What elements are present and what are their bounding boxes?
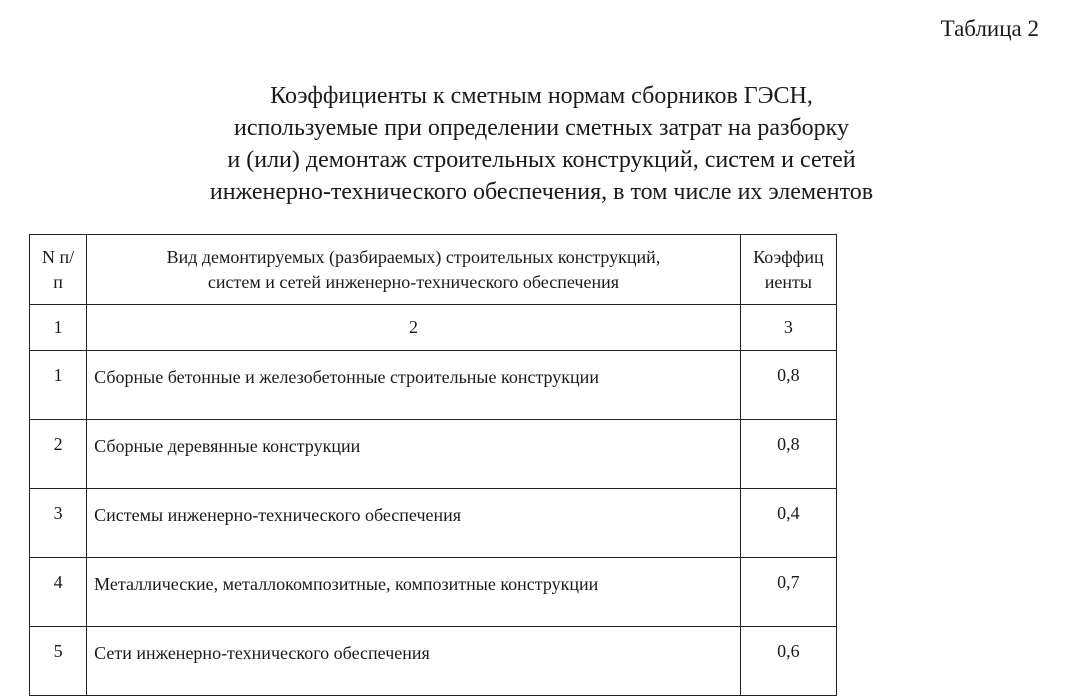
header-number-line: N п/ [42,247,75,267]
row-structure-type: Металлические, металлокомпозитные, композитные конструкции [87,558,741,627]
row-coefficient: 0,6 [740,627,836,696]
header-structure-type-line: Вид демонтируемых (разбираемых) строительных конструкций, [166,247,661,267]
row-number: 4 [30,558,87,627]
header-coefficient-line: Коэффиц [753,247,824,267]
table-row [30,351,837,420]
title-line: используемые при определении сметных затрат на разборку [233,115,850,141]
header-structure-type [87,235,741,305]
row-structure-type: Сети инженерно-технического обеспечения [87,627,741,696]
row-structure-type: Сборные бетонные и железобетонные строительные конструкции [87,351,741,420]
title-line: инженерно-технического обеспечения, в том числе их элементов [209,179,874,205]
coefficients-table [29,234,837,696]
row-number: 1 [30,351,87,420]
row-coefficient: 0,7 [740,558,836,627]
header-number [30,235,87,305]
table-row [30,558,837,627]
header-coefficient-line: иенты [764,272,812,292]
column-index: 3 [740,305,836,351]
table-number-label: Таблица 2 [940,16,1039,41]
row-number: 3 [30,489,87,558]
title-line: Коэффициенты к сметным нормам сборников ГЭСН, [270,83,813,109]
row-number: 2 [30,420,87,489]
header-number-line: п [53,272,63,292]
row-number: 5 [30,627,87,696]
row-coefficient: 0,4 [740,489,836,558]
column-index: 1 [30,305,87,351]
row-coefficient: 0,8 [740,420,836,489]
table-header-row [30,235,837,305]
header-coefficient [740,235,836,305]
header-structure-type-line: систем и сетей инженерно-технического обеспечения [207,272,619,292]
row-coefficient: 0,8 [740,351,836,420]
document-title [0,80,1083,208]
column-index: 2 [87,305,741,351]
row-structure-type: Системы инженерно-технического обеспечения [87,489,741,558]
table-row [30,420,837,489]
row-structure-type: Сборные деревянные конструкции [87,420,741,489]
table-row [30,627,837,696]
column-index-row [30,305,837,351]
title-line: и (или) демонтаж строительных конструкций, систем и сетей [227,147,856,173]
table-row [30,489,837,558]
